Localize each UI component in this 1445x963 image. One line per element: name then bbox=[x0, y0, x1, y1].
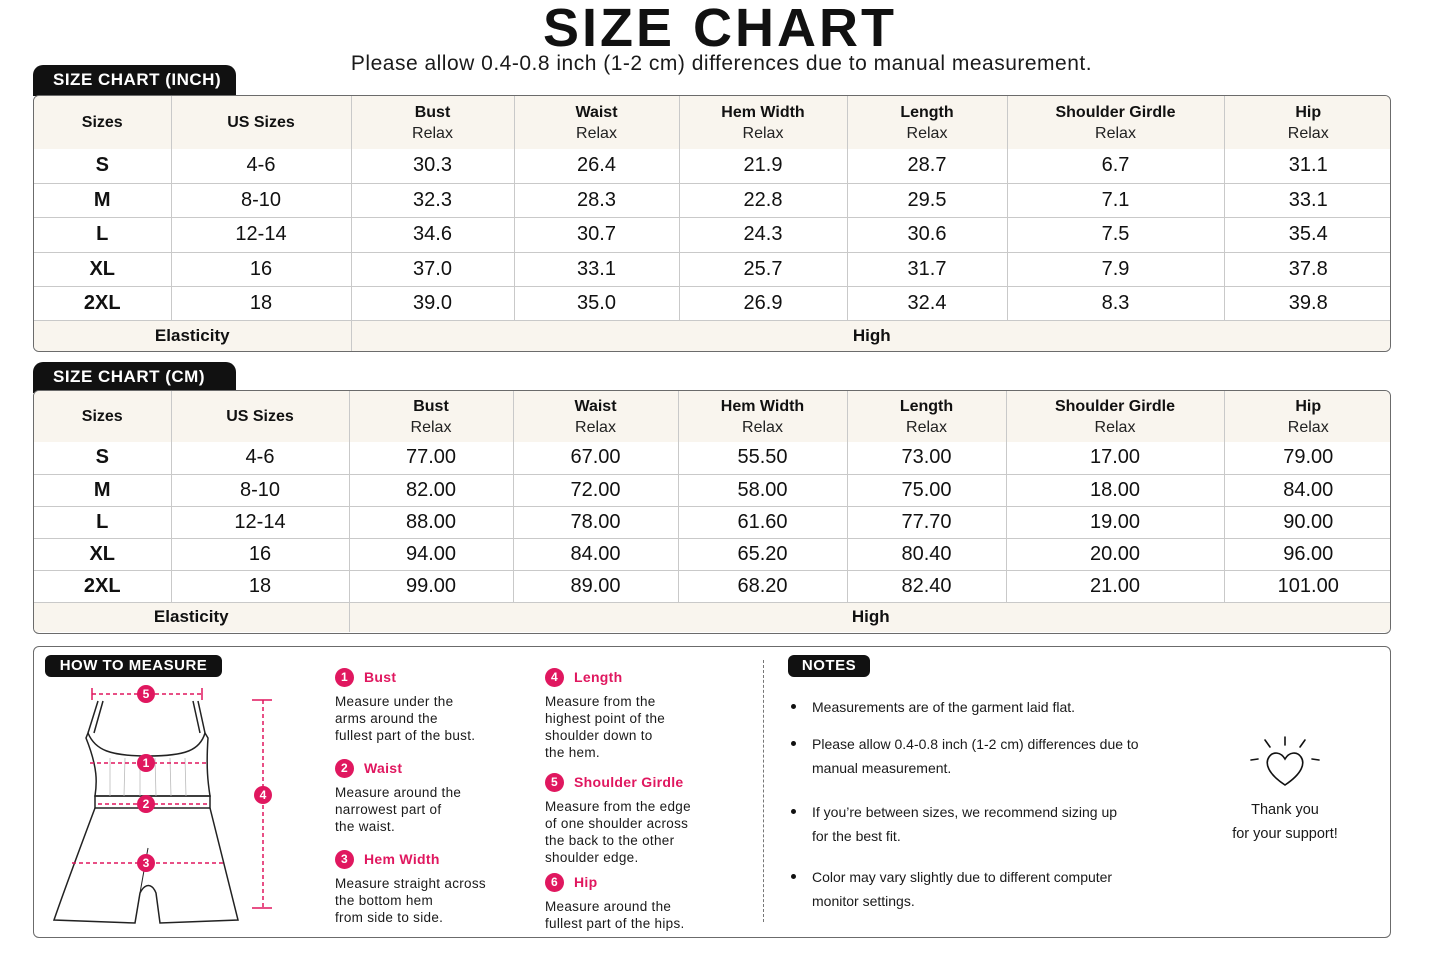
thank-you-message bbox=[1215, 798, 1355, 846]
column-header bbox=[1224, 96, 1391, 149]
column-header-label: Shoulder Girdle bbox=[1054, 397, 1175, 415]
dress-diagram bbox=[40, 678, 300, 928]
table-row bbox=[34, 570, 1391, 602]
column-header-label: US Sizes bbox=[227, 114, 295, 131]
elasticity-label: Elasticity bbox=[34, 602, 349, 632]
column-header-fit: Relax bbox=[1287, 124, 1329, 142]
thank-you-line-1: Thank you bbox=[1251, 802, 1319, 818]
table-cell: 7.1 bbox=[1007, 183, 1224, 217]
elasticity-value: High bbox=[349, 602, 1391, 632]
table-cell: 4-6 bbox=[171, 442, 349, 474]
measure-item-description-line: narrowest part of bbox=[335, 802, 442, 817]
table-cell: 37.8 bbox=[1224, 252, 1391, 286]
note-text-line: Color may vary slightly due to different computer bbox=[812, 869, 1113, 885]
table-cell: 61.60 bbox=[678, 506, 847, 538]
measure-item-label: Hip bbox=[574, 874, 598, 890]
table-cell: 37.0 bbox=[351, 252, 514, 286]
column-header-label: Sizes bbox=[81, 114, 123, 131]
measure-number-badge: 2 bbox=[335, 759, 354, 778]
table-cell: 31.1 bbox=[1224, 149, 1391, 183]
column-header-label: Hip bbox=[1295, 397, 1322, 415]
column-header-fit: Relax bbox=[1287, 418, 1329, 436]
table-cell: 18 bbox=[171, 570, 349, 602]
column-header bbox=[351, 96, 514, 149]
measure-number-badge: 1 bbox=[335, 668, 354, 687]
elasticity-value: High bbox=[351, 321, 1391, 351]
measure-item-description-line: the hem. bbox=[545, 745, 600, 760]
column-header bbox=[847, 96, 1007, 149]
table-cell: 33.1 bbox=[514, 252, 679, 286]
measure-item-heading bbox=[335, 668, 515, 687]
measure-item-description-line: Measure straight across bbox=[335, 876, 486, 891]
column-header-label: Shoulder Girdle bbox=[1055, 103, 1176, 121]
table-cell: 101.00 bbox=[1224, 570, 1391, 602]
table-cell: 82.40 bbox=[847, 570, 1006, 602]
column-header-fit: Relax bbox=[1095, 124, 1136, 142]
column-header bbox=[171, 391, 349, 442]
column-header-fit: Relax bbox=[576, 124, 617, 142]
measure-item-description-line: Measure around the bbox=[335, 785, 462, 800]
column-header bbox=[1006, 391, 1224, 442]
column-header-fit: Relax bbox=[575, 418, 616, 436]
column-header-label: Waist bbox=[575, 103, 618, 121]
inch-table-grid bbox=[34, 96, 1391, 351]
table-cell: 12-14 bbox=[171, 218, 351, 252]
cm-size-table bbox=[33, 390, 1391, 634]
how-to-measure-tag: HOW TO MEASURE bbox=[45, 655, 222, 677]
measure-item-bust bbox=[335, 668, 515, 744]
column-header-label: Waist bbox=[574, 397, 617, 415]
table-cell: 19.00 bbox=[1006, 506, 1224, 538]
column-header-label: Hem Width bbox=[721, 103, 805, 121]
table-cell: 26.4 bbox=[514, 149, 679, 183]
table-cell: 22.8 bbox=[679, 183, 847, 217]
table-cell: 17.00 bbox=[1006, 442, 1224, 474]
page-subtitle: Please allow 0.4-0.8 inch (1-2 cm) differences due to manual measurement. bbox=[350, 52, 1093, 75]
measure-item-description-line: from side to side. bbox=[335, 910, 444, 925]
table-cell: 65.20 bbox=[678, 538, 847, 570]
size-label-cell: M bbox=[34, 474, 171, 506]
measure-item-description-line: of one shoulder across bbox=[545, 816, 689, 831]
column-header-label: Length bbox=[900, 103, 954, 121]
notes-tag: NOTES bbox=[788, 655, 870, 677]
column-header bbox=[34, 96, 171, 149]
table-cell: 32.4 bbox=[847, 287, 1007, 321]
table-cell: 84.00 bbox=[513, 538, 678, 570]
measure-item-label: Shoulder Girdle bbox=[574, 774, 684, 790]
diagram-marker-1: 1 bbox=[142, 756, 150, 770]
column-header-label: Length bbox=[899, 397, 954, 415]
table-row bbox=[34, 287, 1391, 321]
measure-item-description-line: Measure around the bbox=[545, 899, 672, 914]
diagram-marker-2: 2 bbox=[142, 797, 150, 811]
column-header bbox=[513, 391, 678, 442]
table-cell: 39.8 bbox=[1224, 287, 1391, 321]
table-cell: 88.00 bbox=[349, 506, 513, 538]
table-row bbox=[34, 538, 1391, 570]
measure-item-description-line: fullest part of the hips. bbox=[545, 916, 685, 931]
measure-number-badge: 3 bbox=[335, 850, 354, 869]
table-row bbox=[34, 149, 1391, 183]
measure-item-shoulder-girdle bbox=[545, 773, 745, 866]
column-header-label: US Sizes bbox=[226, 408, 294, 425]
table-cell: 21.00 bbox=[1006, 570, 1224, 602]
table-cell: 7.9 bbox=[1007, 252, 1224, 286]
section-divider bbox=[763, 660, 764, 922]
measure-item-heading bbox=[545, 873, 745, 892]
column-header-label: Hip bbox=[1295, 103, 1322, 121]
column-header-label: Bust bbox=[413, 397, 449, 415]
note-item bbox=[790, 865, 1180, 913]
table-cell: 28.7 bbox=[847, 149, 1007, 183]
table-row bbox=[34, 252, 1391, 286]
size-label-cell: S bbox=[34, 149, 171, 183]
cm-table-tag: SIZE CHART (CM) bbox=[33, 362, 236, 393]
measure-item-description-line: the waist. bbox=[335, 819, 396, 834]
table-row bbox=[34, 183, 1391, 217]
table-cell: 31.7 bbox=[847, 252, 1007, 286]
table-cell: 90.00 bbox=[1224, 506, 1391, 538]
measure-item-description-line: Measure from the bbox=[545, 694, 656, 709]
note-text-line: Measurements are of the garment laid flat. bbox=[812, 699, 1076, 715]
table-cell: 8-10 bbox=[171, 183, 351, 217]
size-label-cell: 2XL bbox=[34, 570, 171, 602]
page-title: SIZE CHART bbox=[543, 0, 897, 58]
table-cell: 35.4 bbox=[1224, 218, 1391, 252]
table-cell: 26.9 bbox=[679, 287, 847, 321]
diagram-marker-4: 4 bbox=[259, 788, 267, 802]
table-cell: 77.00 bbox=[349, 442, 513, 474]
table-cell: 30.3 bbox=[351, 149, 514, 183]
column-header bbox=[1007, 96, 1224, 149]
table-cell: 6.7 bbox=[1007, 149, 1224, 183]
table-cell: 20.00 bbox=[1006, 538, 1224, 570]
measure-item-label: Bust bbox=[364, 669, 397, 685]
table-cell: 30.6 bbox=[847, 218, 1007, 252]
measure-item-description-line: Measure under the bbox=[335, 694, 454, 709]
table-cell: 58.00 bbox=[678, 474, 847, 506]
column-header-fit: Relax bbox=[1094, 418, 1136, 436]
table-cell: 32.3 bbox=[351, 183, 514, 217]
table-cell: 67.00 bbox=[513, 442, 678, 474]
table-cell: 21.9 bbox=[679, 149, 847, 183]
column-header-label: Sizes bbox=[81, 408, 123, 425]
measure-item-heading bbox=[545, 668, 745, 687]
table-row bbox=[34, 474, 1391, 506]
measure-item-hip bbox=[545, 873, 745, 932]
table-cell: 79.00 bbox=[1224, 442, 1391, 474]
table-cell: 94.00 bbox=[349, 538, 513, 570]
table-cell: 29.5 bbox=[847, 183, 1007, 217]
measure-item-description-line: highest point of the bbox=[545, 711, 666, 726]
measure-item-heading bbox=[545, 773, 745, 792]
elasticity-row bbox=[34, 321, 1391, 351]
column-header bbox=[1224, 391, 1391, 442]
table-header-row bbox=[34, 96, 1391, 149]
table-cell: 89.00 bbox=[513, 570, 678, 602]
column-header-fit: Relax bbox=[906, 418, 947, 436]
measure-number-badge: 5 bbox=[545, 773, 564, 792]
column-header bbox=[514, 96, 679, 149]
table-cell: 30.7 bbox=[514, 218, 679, 252]
measure-item-label: Hem Width bbox=[364, 851, 440, 867]
column-header bbox=[678, 391, 847, 442]
table-cell: 75.00 bbox=[847, 474, 1006, 506]
measure-item-heading bbox=[335, 850, 515, 869]
column-header bbox=[34, 391, 171, 442]
table-row bbox=[34, 218, 1391, 252]
table-cell: 99.00 bbox=[349, 570, 513, 602]
column-header-fit: Relax bbox=[742, 124, 784, 142]
size-label-cell: 2XL bbox=[34, 287, 171, 321]
table-cell: 35.0 bbox=[514, 287, 679, 321]
table-cell: 39.0 bbox=[351, 287, 514, 321]
table-row bbox=[34, 442, 1391, 474]
size-label-cell: L bbox=[34, 218, 171, 252]
size-label-cell: M bbox=[34, 183, 171, 217]
elasticity-label: Elasticity bbox=[34, 321, 351, 351]
table-cell: 96.00 bbox=[1224, 538, 1391, 570]
note-text-line: manual measurement. bbox=[812, 760, 952, 776]
table-cell: 72.00 bbox=[513, 474, 678, 506]
table-cell: 34.6 bbox=[351, 218, 514, 252]
measure-item-hem-width bbox=[335, 850, 515, 926]
note-item bbox=[790, 732, 1180, 780]
diagram-marker-5: 5 bbox=[142, 687, 150, 701]
measure-number-badge: 4 bbox=[545, 668, 564, 687]
measure-item-length bbox=[545, 668, 745, 761]
measure-item-description-line: shoulder edge. bbox=[545, 850, 639, 865]
table-cell: 33.1 bbox=[1224, 183, 1391, 217]
measure-item-description-line: the bottom hem bbox=[335, 893, 434, 908]
measure-item-description-line: shoulder down to bbox=[545, 728, 653, 743]
column-header-label: Bust bbox=[414, 103, 451, 121]
table-header-row bbox=[34, 391, 1391, 442]
table-cell: 68.20 bbox=[678, 570, 847, 602]
column-header bbox=[847, 391, 1006, 442]
measure-item-waist bbox=[335, 759, 515, 835]
column-header-fit: Relax bbox=[742, 418, 783, 436]
measure-item-label: Length bbox=[574, 669, 623, 685]
column-header-fit: Relax bbox=[410, 418, 452, 436]
diagram-marker-3: 3 bbox=[142, 856, 150, 870]
note-text-line: Please allow 0.4-0.8 inch (1-2 cm) differences due to bbox=[812, 736, 1139, 752]
measure-item-description-line: arms around the bbox=[335, 711, 438, 726]
measure-item-label: Waist bbox=[364, 760, 403, 776]
table-cell: 82.00 bbox=[349, 474, 513, 506]
table-cell: 7.5 bbox=[1007, 218, 1224, 252]
column-header-label: Hem Width bbox=[720, 397, 805, 415]
table-cell: 28.3 bbox=[514, 183, 679, 217]
table-cell: 24.3 bbox=[679, 218, 847, 252]
table-cell: 16 bbox=[171, 252, 351, 286]
table-cell: 25.7 bbox=[679, 252, 847, 286]
note-text-line: monitor settings. bbox=[812, 893, 915, 909]
table-cell: 77.70 bbox=[847, 506, 1006, 538]
table-cell: 12-14 bbox=[171, 506, 349, 538]
size-label-cell: L bbox=[34, 506, 171, 538]
note-text-line: for the best fit. bbox=[812, 828, 901, 844]
table-cell: 4-6 bbox=[171, 149, 351, 183]
table-cell: 78.00 bbox=[513, 506, 678, 538]
inch-table-tag: SIZE CHART (INCH) bbox=[33, 65, 236, 96]
note-item bbox=[790, 695, 1180, 719]
measure-item-description-line: fullest part of the bust. bbox=[335, 728, 476, 743]
note-item bbox=[790, 800, 1180, 848]
cm-table-grid bbox=[34, 391, 1391, 632]
thank-you-line-2: for your support! bbox=[1232, 826, 1338, 842]
heart-icon bbox=[1245, 733, 1325, 793]
size-label-cell: XL bbox=[34, 538, 171, 570]
table-cell: 8.3 bbox=[1007, 287, 1224, 321]
inch-size-table bbox=[33, 95, 1391, 352]
measure-item-description-line: the back to the other bbox=[545, 833, 675, 848]
table-cell: 80.40 bbox=[847, 538, 1006, 570]
table-cell: 18 bbox=[171, 287, 351, 321]
column-header-fit: Relax bbox=[412, 124, 453, 142]
measure-item-description-line: Measure from the edge bbox=[545, 799, 691, 814]
table-cell: 55.50 bbox=[678, 442, 847, 474]
column-header bbox=[171, 96, 351, 149]
column-header bbox=[349, 391, 513, 442]
elasticity-row bbox=[34, 602, 1391, 632]
column-header-fit: Relax bbox=[906, 124, 948, 142]
table-cell: 18.00 bbox=[1006, 474, 1224, 506]
table-cell: 84.00 bbox=[1224, 474, 1391, 506]
table-cell: 8-10 bbox=[171, 474, 349, 506]
table-cell: 73.00 bbox=[847, 442, 1006, 474]
size-label-cell: S bbox=[34, 442, 171, 474]
column-header bbox=[679, 96, 847, 149]
measure-number-badge: 6 bbox=[545, 873, 564, 892]
table-row bbox=[34, 506, 1391, 538]
note-text-line: If you’re between sizes, we recommend sizing up bbox=[812, 804, 1118, 820]
size-label-cell: XL bbox=[34, 252, 171, 286]
table-cell: 16 bbox=[171, 538, 349, 570]
measure-item-heading bbox=[335, 759, 515, 778]
